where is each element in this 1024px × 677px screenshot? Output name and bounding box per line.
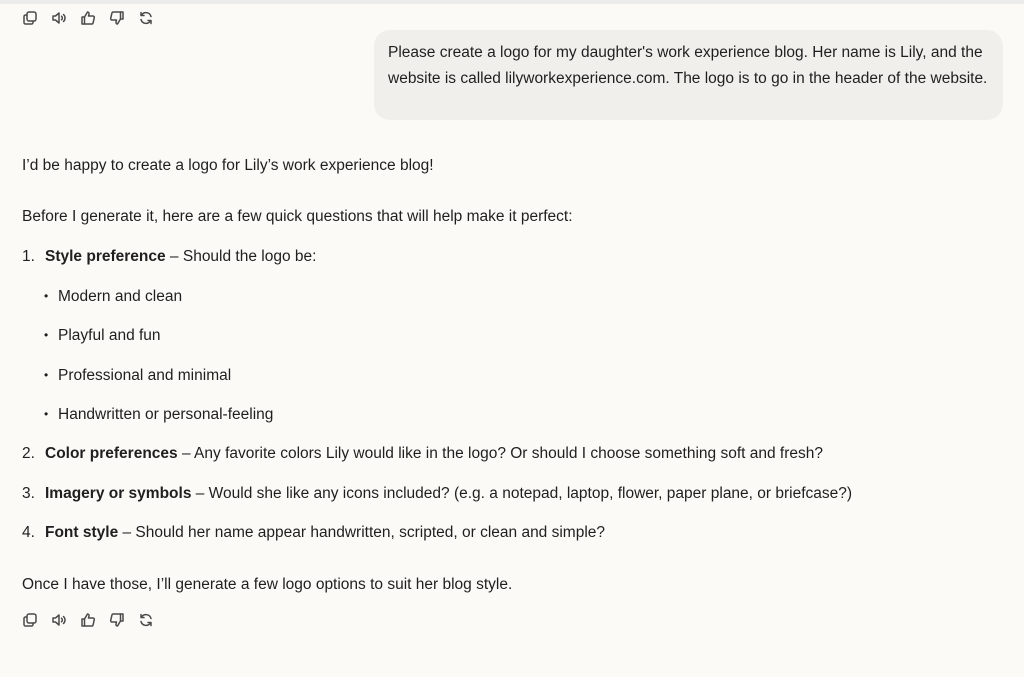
bad-response-button[interactable] [109,10,125,26]
bullet-icon: • [44,328,49,342]
question-item [22,444,823,464]
bad-response-button[interactable] [109,612,125,628]
copy-icon [22,10,38,26]
previous-message-actions [22,10,154,26]
copy-button[interactable] [22,612,38,628]
user-message-text: Please create a logo for my daughter's work experience blog. Her name is Lily, and the website is called lilyworkexperience.com. The logo is to go in the header of the website. [388,44,988,87]
refresh-icon [138,612,154,628]
read-aloud-button[interactable] [51,10,67,26]
top-divider [0,0,1024,4]
assistant-intro: I’d be happy to create a logo for Lily’s work experience blog! [22,157,434,174]
option-item [44,325,161,346]
question-text: – Would she like any icons included? (e.g. a notepad, laptop, flower, paper plane, or briefcase?) [191,485,853,502]
question-number: 4. [22,524,35,541]
bullet-icon: • [44,289,49,303]
user-message-bubble [374,30,1003,120]
thumbs-up-icon [80,612,96,628]
assistant-message-actions [22,612,154,628]
question-item [22,247,316,267]
copy-button[interactable] [22,10,38,26]
question-text: – Any favorite colors Lily would like in the logo? Or should I choose something soft and fresh? [177,445,824,462]
question-number: 1. [22,248,35,265]
question-title: Imagery or symbols [45,485,192,502]
question-number: 2. [22,445,35,462]
thumbs-down-icon [109,612,125,628]
option-item [44,404,273,425]
regenerate-button[interactable] [138,10,154,26]
question-text: – Should her name appear handwritten, scripted, or clean and simple? [118,524,606,541]
bullet-icon: • [44,368,49,382]
good-response-button[interactable] [80,612,96,628]
question-title: Font style [45,524,119,541]
thumbs-up-icon [80,10,96,26]
option-text: Handwritten or personal-feeling [58,406,274,423]
bullet-icon: • [44,407,49,421]
good-response-button[interactable] [80,10,96,26]
thumbs-down-icon [109,10,125,26]
speaker-icon [51,10,67,26]
question-title: Style preference [45,248,166,265]
question-item [22,523,605,543]
regenerate-button[interactable] [138,612,154,628]
question-title: Color preferences [45,445,178,462]
option-item [44,365,231,386]
speaker-icon [51,612,67,628]
question-text: – Should the logo be: [165,248,317,265]
refresh-icon [138,10,154,26]
assistant-closing: Once I have those, I’ll generate a few logo options to suit her blog style. [22,576,513,593]
copy-icon [22,612,38,628]
option-text: Professional and minimal [58,367,232,384]
option-item [44,286,182,307]
read-aloud-button[interactable] [51,612,67,628]
question-item [22,484,852,504]
option-text: Playful and fun [58,327,161,344]
option-text: Modern and clean [58,288,183,305]
question-number: 3. [22,485,35,502]
assistant-lead: Before I generate it, here are a few quick questions that will help make it perfect: [22,208,573,225]
